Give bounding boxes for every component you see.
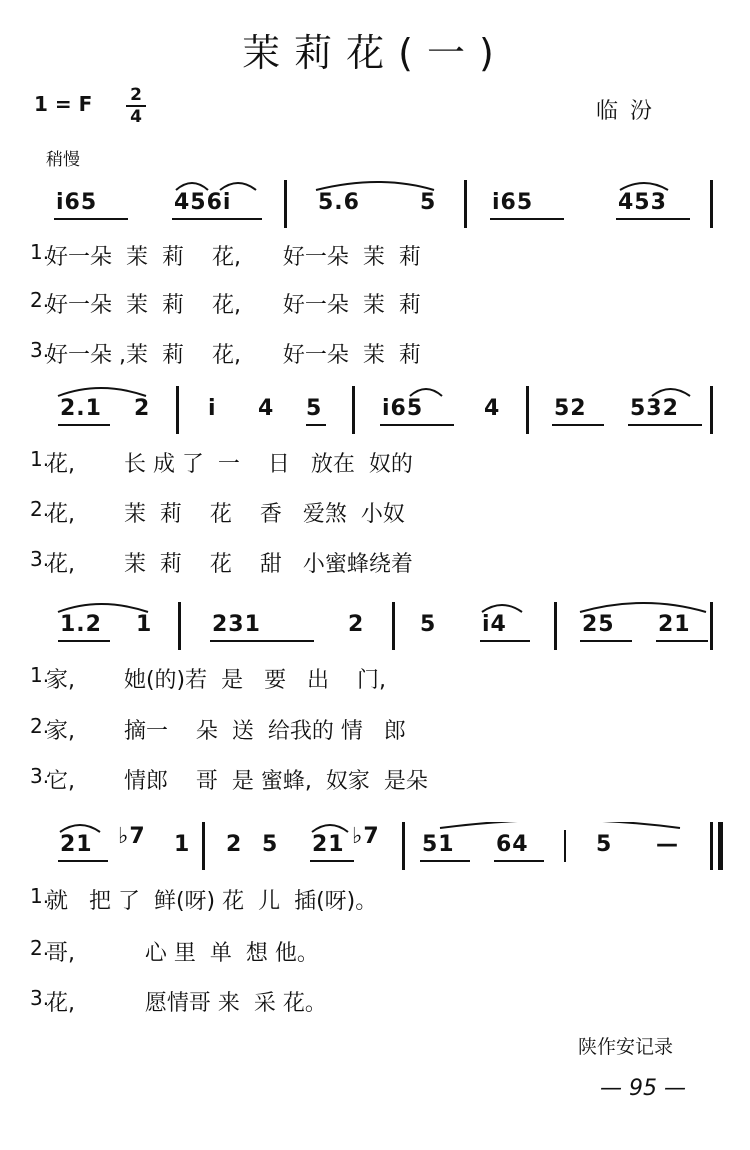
note-group: 2 xyxy=(226,832,243,857)
lyric-text: 好一朵 茉 莉 花, 好一朵 茉 莉 xyxy=(46,245,421,270)
note-group: i xyxy=(208,396,217,421)
note-group: 21 xyxy=(658,612,691,637)
note-group: 52 xyxy=(554,396,587,421)
note-group: 5 xyxy=(596,832,613,857)
note-group: 51 xyxy=(422,832,455,857)
lyric-text: 家, 她(的)若 是 要 出 门, xyxy=(46,668,387,693)
note-group: 2.1 xyxy=(60,396,102,421)
lyric-text: 花, 愿情哥 来 采 花。 xyxy=(46,991,327,1016)
note-group: 5 xyxy=(262,832,279,857)
lyric-line xyxy=(30,338,730,378)
note-group: 5 xyxy=(420,190,437,215)
key-signature: 1 = F xyxy=(34,92,93,116)
lyric-text: 哥, 心 里 单 想 他。 xyxy=(46,941,319,966)
note-group: i4 xyxy=(482,612,507,637)
note-group: 21 xyxy=(312,832,345,857)
song-title: 茉莉花(一) xyxy=(242,31,508,75)
verse-number: 1. xyxy=(30,447,50,471)
lyric-line xyxy=(30,986,730,1026)
note-group: 5 xyxy=(306,396,323,421)
region-label: 临汾 xyxy=(596,99,665,124)
lyric-text: 花, 茉 莉 花 香 爱煞 小奴 xyxy=(46,502,405,527)
staff-3 xyxy=(30,602,730,658)
note-group: i65 xyxy=(492,190,534,215)
lyric-line xyxy=(30,764,730,804)
lyric-text: 好一朵 茉 莉 花, 好一朵 茉 莉 xyxy=(46,293,421,318)
note-group: 1 xyxy=(136,612,153,637)
slur-marks xyxy=(30,602,730,658)
verse-number: 1. xyxy=(30,240,50,264)
verse-number: 1. xyxy=(30,663,50,687)
tempo-marking: 稍慢 xyxy=(46,150,80,170)
note-group: 2 xyxy=(348,612,365,637)
note-group: 231 xyxy=(212,612,261,637)
slur-marks xyxy=(30,822,730,878)
staff-1 xyxy=(30,180,730,236)
note-group: 2 xyxy=(134,396,151,421)
verse-number: 2. xyxy=(30,936,50,960)
staff-2 xyxy=(30,386,730,442)
note-group: 456i xyxy=(174,190,232,215)
lyric-text: 花, 茉 莉 花 甜 小蜜蜂绕着 xyxy=(46,552,413,577)
lyric-line xyxy=(30,663,730,703)
meter-bottom: 4 xyxy=(130,107,142,127)
lyric-text: 家, 摘一 朵 送 给我的 情 郎 xyxy=(46,719,406,744)
note-group: 64 xyxy=(496,832,529,857)
lyric-text: 就 把 了 鲜(呀) 花 儿 插(呀)。 xyxy=(46,889,378,914)
note-group: ♭7 xyxy=(352,824,380,849)
note-group: 25 xyxy=(582,612,615,637)
note-group: i65 xyxy=(382,396,424,421)
lyric-text: 好一朵 ,茉 莉 花, 好一朵 茉 莉 xyxy=(46,343,421,368)
verse-number: 2. xyxy=(30,288,50,312)
note-group: 1.2 xyxy=(60,612,102,637)
note-group: i65 xyxy=(56,190,98,215)
lyric-text: 花, 长 成 了 一 日 放在 奴的 xyxy=(46,452,413,477)
meter-top: 2 xyxy=(130,85,142,105)
note-group: 1 xyxy=(174,832,191,857)
slur-marks xyxy=(30,386,730,442)
lyric-line xyxy=(30,547,730,587)
lyric-line xyxy=(30,240,730,280)
lyric-line xyxy=(30,497,730,537)
note-group: 5.6 xyxy=(318,190,360,215)
staff-4 xyxy=(30,822,730,878)
note-group: — xyxy=(656,832,679,857)
slur-marks xyxy=(30,180,730,236)
note-group: 4 xyxy=(258,396,275,421)
note-group: 21 xyxy=(60,832,93,857)
lyric-line xyxy=(30,936,730,976)
verse-number: 3. xyxy=(30,764,50,788)
verse-number: 3. xyxy=(30,338,50,362)
verse-number: 2. xyxy=(30,497,50,521)
verse-number: 3. xyxy=(30,986,50,1010)
lyric-text: 它, 情郎 哥 是 蜜蜂, 奴家 是朵 xyxy=(46,769,428,794)
time-signature xyxy=(126,86,146,126)
note-group: 453 xyxy=(618,190,667,215)
note-group: 532 xyxy=(630,396,679,421)
note-group: 5 xyxy=(420,612,437,637)
lyric-line xyxy=(30,884,730,924)
recorder-credit: 陕作安记录 xyxy=(578,1036,674,1058)
lyric-line xyxy=(30,447,730,487)
page-number: — 95 — xyxy=(600,1076,686,1101)
note-group: 4 xyxy=(484,396,501,421)
verse-number: 3. xyxy=(30,547,50,571)
verse-number: 2. xyxy=(30,714,50,738)
lyric-line xyxy=(30,714,730,754)
note-group: ♭7 xyxy=(118,824,146,849)
lyric-line xyxy=(30,288,730,328)
verse-number: 1. xyxy=(30,884,50,908)
